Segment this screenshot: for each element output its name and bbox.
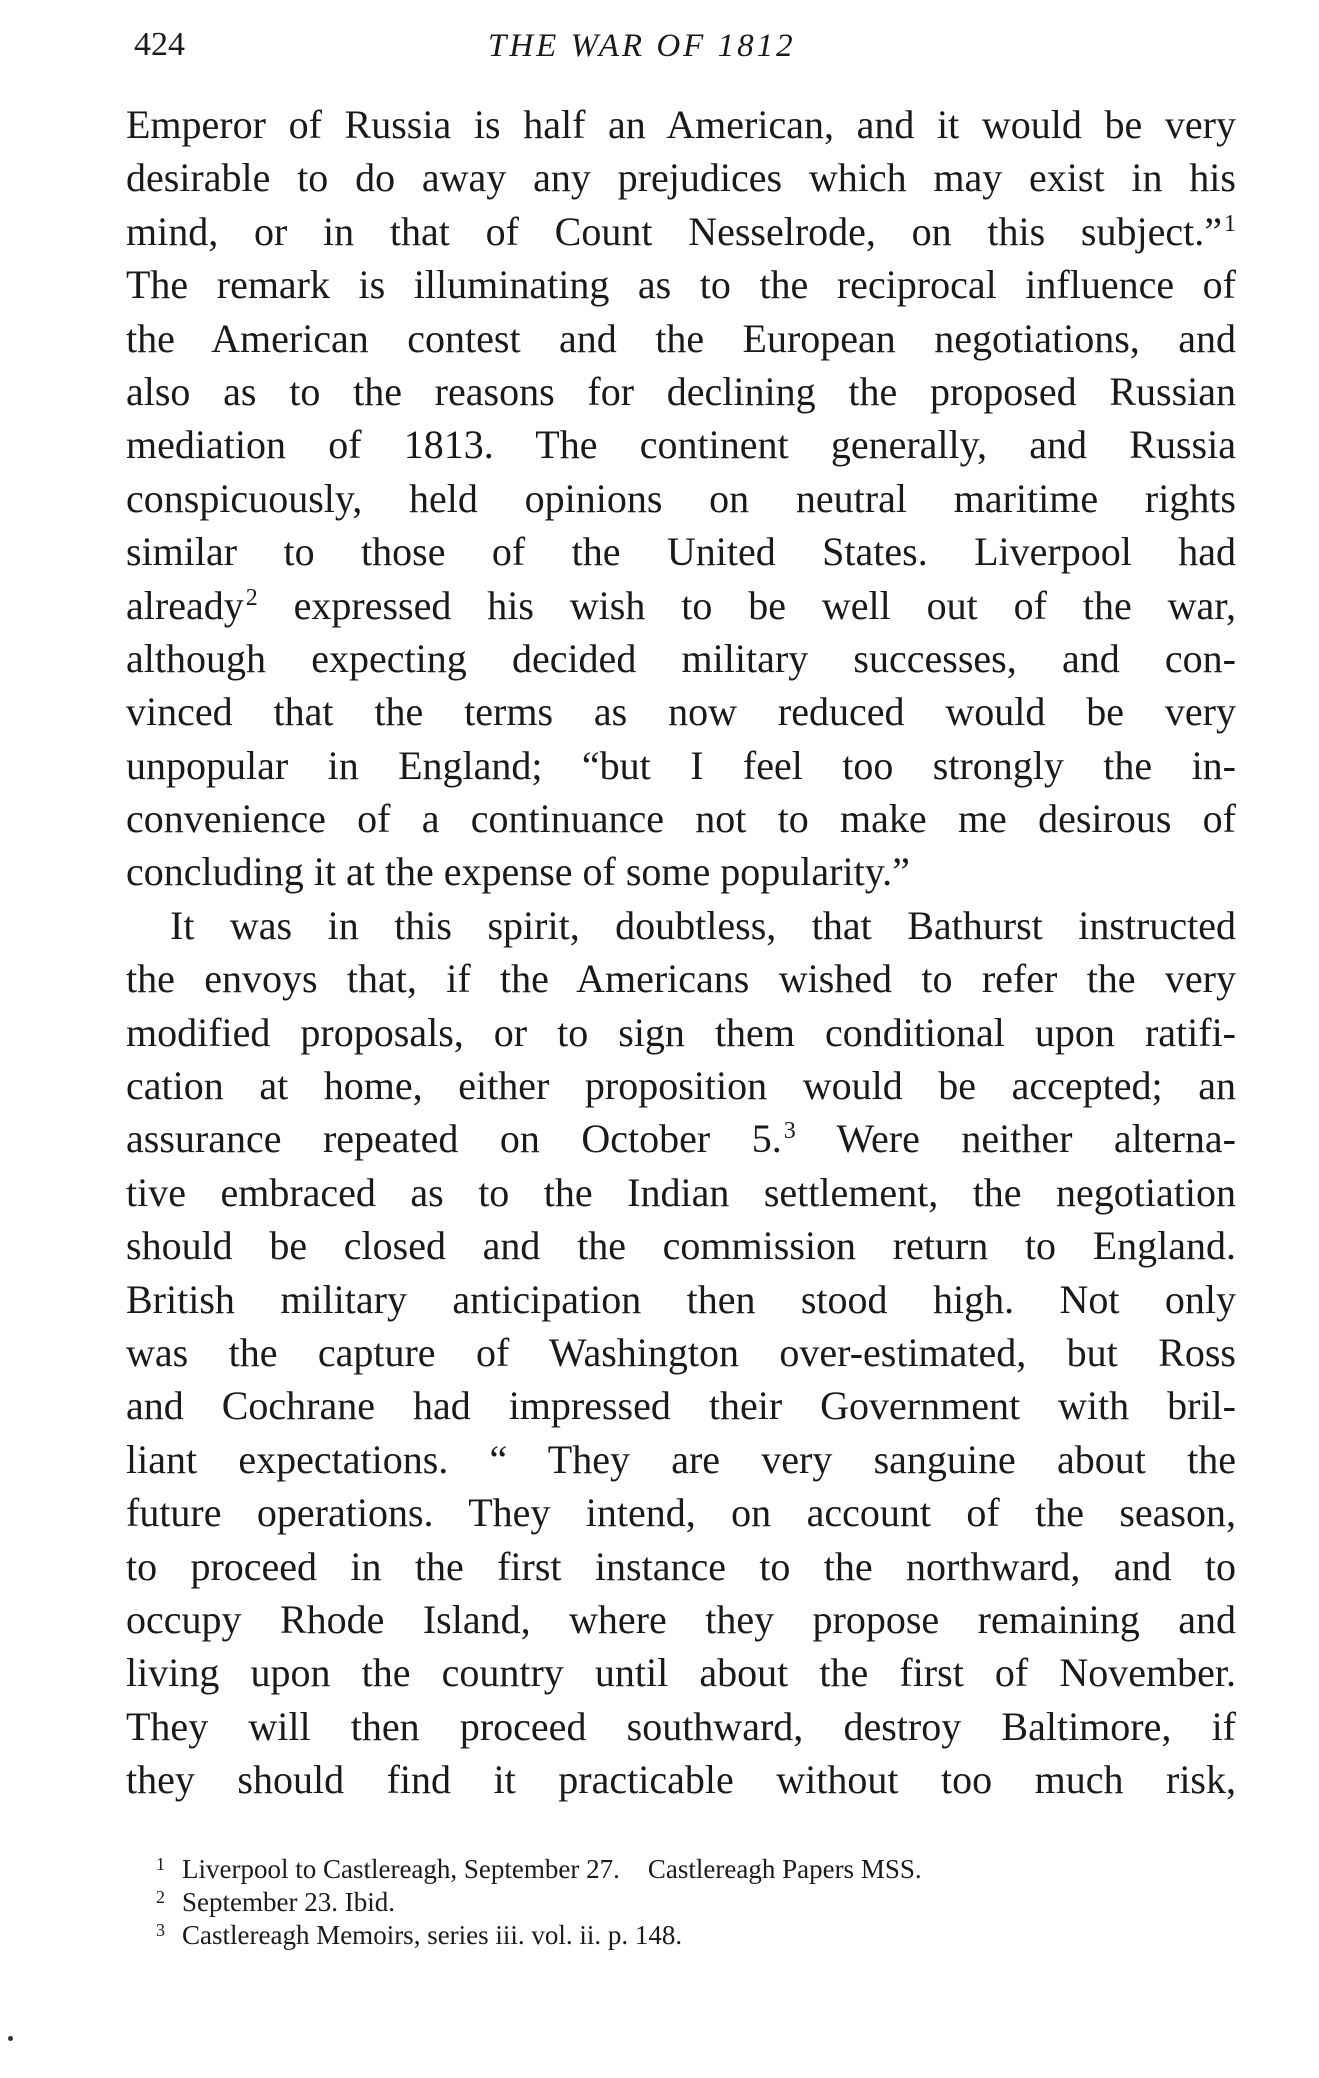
text-line: vinced that the terms as now reduced would be very xyxy=(126,689,1236,735)
footnote xyxy=(156,1881,1216,1917)
page-number: 424 xyxy=(134,26,185,63)
footnote-source: Castlereagh Papers MSS. xyxy=(647,1854,922,1884)
text-line: tive embraced as to the Indian settlement, the negotiation xyxy=(126,1169,1236,1215)
text-line: occupy Rhode Island, where they propose remaining and xyxy=(126,1596,1236,1642)
footnote-ref-2: 2 xyxy=(245,584,258,611)
footnotes xyxy=(156,1848,1216,1950)
running-head xyxy=(128,22,1228,72)
footnote-text: Castlereagh Memoirs, series iii. vol. ii. p. 148. xyxy=(182,1920,683,1950)
text-line: It was in this spirit, doubtless, that Bathurst instructed xyxy=(170,902,1236,948)
footnote-text: September 23. Ibid. xyxy=(182,1887,395,1917)
text-line: concluding it at the expense of some popularity.” xyxy=(126,849,910,895)
text-line: They will then proceed southward, destroy Baltimore, if xyxy=(126,1703,1236,1749)
footnote-ref-3: 3 xyxy=(783,1118,796,1145)
text-line: British military anticipation then stood high. Not only xyxy=(126,1276,1236,1322)
text-line: The remark is illuminating as to the reciprocal influence of xyxy=(126,262,1236,308)
text-line-content: expressed his wish to be well out of the war, xyxy=(293,582,1237,628)
text-line: convenience of a continuance not to make me desirous of xyxy=(126,796,1236,842)
text-line: cation at home, either proposition would be accepted; an xyxy=(126,1063,1236,1109)
footnote-text: Liverpool to Castlereagh, September 27. xyxy=(182,1854,620,1884)
text-line-content: already xyxy=(126,582,244,628)
text-line xyxy=(126,1112,1236,1165)
text-line xyxy=(126,579,1236,632)
text-line: and Cochrane had impressed their Government with bril- xyxy=(126,1383,1236,1429)
text-line: Emperor of Russia is half an American, and it would be very xyxy=(126,102,1236,147)
text-line: conspicuously, held opinions on neutral maritime rights xyxy=(126,475,1236,521)
text-line: modified proposals, or to sign them conditional upon ratifi- xyxy=(126,1009,1236,1055)
text-line: liant expectations. “ They are very sanguine about the xyxy=(126,1436,1236,1482)
text-line: living upon the country until about the first of November. xyxy=(126,1650,1236,1696)
text-line: unpopular in England; “but I feel too strongly the in- xyxy=(126,742,1236,788)
text-line-content: mind, or in that of Count Nesselrode, on this subject.” xyxy=(126,208,1222,254)
footnote xyxy=(156,1848,1216,1884)
text-line: the envoys that, if the Americans wished to refer the very xyxy=(126,956,1236,1002)
body-text xyxy=(126,98,1236,1807)
footnote-ref-1: 1 xyxy=(1224,210,1236,237)
text-line: they should find it practicable without too much risk, xyxy=(126,1757,1236,1803)
scan-speck xyxy=(8,2036,13,2041)
footnote-mark: 3 xyxy=(156,1920,165,1940)
text-line: also as to the reasons for declining the proposed Russian xyxy=(126,368,1236,414)
text-line: future operations. They intend, on account of the season, xyxy=(126,1490,1236,1536)
text-line-content: assurance repeated on October 5. xyxy=(126,1116,782,1162)
text-line: although expecting decided military successes, and con- xyxy=(126,635,1236,681)
text-line: to proceed in the first instance to the northward, and to xyxy=(126,1543,1236,1589)
text-line: desirable to do away any prejudices which may exist in his xyxy=(126,155,1236,201)
text-line: the American contest and the European negotiations, and xyxy=(126,315,1236,361)
text-line: was the capture of Washington over-estimated, but Ross xyxy=(126,1329,1236,1375)
text-line: should be closed and the commission return to England. xyxy=(126,1223,1236,1269)
footnote xyxy=(156,1914,1216,1950)
text-line: similar to those of the United States. Liverpool had xyxy=(126,529,1236,575)
text-line xyxy=(126,205,1236,258)
running-title: THE WAR OF 1812 xyxy=(488,28,796,64)
footnote-mark: 2 xyxy=(156,1887,165,1907)
footnote-mark: 1 xyxy=(156,1854,165,1874)
text-line-content: Were neither alterna- xyxy=(836,1116,1237,1162)
text-line: mediation of 1813. The continent generally, and Russia xyxy=(126,422,1236,468)
